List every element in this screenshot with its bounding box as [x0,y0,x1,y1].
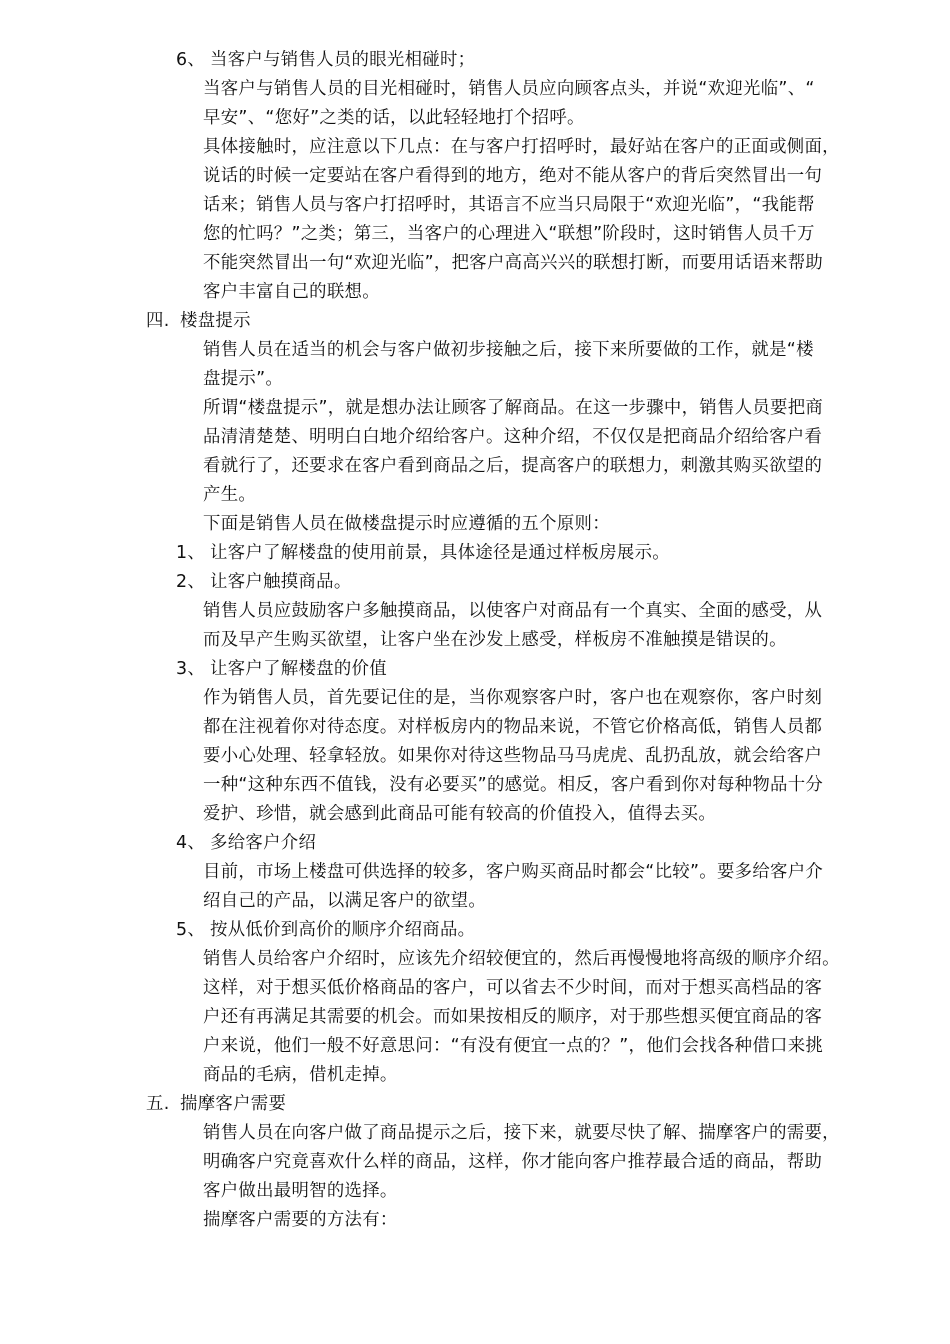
section-number: 五. [146,1094,170,1114]
list-number: 5、 [176,920,206,940]
paragraph-line: 要小心处理、轻拿轻放。如果你对待这些物品马马虎虎、乱扔乱放，就会给客户 [203,746,823,766]
paragraph-line: 看就行了，还要求在客户看到商品之后，提高客户的联想力，刺激其购买欲望的 [203,456,823,476]
section-title: 揣摩客户需要 [180,1094,287,1114]
list-number: 2、 [176,572,206,592]
paragraph-line: 早安”、“您好”之类的话，以此轻轻地打个招呼。 [203,108,585,128]
list-title: 当客户与销售人员的眼光相碰时； [210,50,476,70]
list-item-6-heading [176,46,475,75]
paragraph-line: 揣摩客户需要的方法有： [203,1210,398,1230]
paragraph-line: 爱护、珍惜，就会感到此商品可能有较高的价值投入，值得去买。 [203,804,717,824]
paragraph-line: 都在注视着你对待态度。对样板房内的物品来说，不管它价格高低，销售人员都 [203,717,823,737]
paragraph-line: 作为销售人员，首先要记住的是，当你观察客户时，客户也在观察你，客户时刻 [203,688,823,708]
list-item-3-heading [176,655,387,684]
paragraph-line: 而及早产生购买欲望，让客户坐在沙发上感受，样板房不准触摸是错误的。 [203,630,787,650]
paragraph-line: 客户丰富自己的联想。 [203,282,380,302]
paragraph-line: 不能突然冒出一句“欢迎光临”，把客户高高兴兴的联想打断，而要用话语来帮助 [203,253,824,273]
paragraph-line: 产生。 [203,485,257,505]
list-item-1-heading [176,539,670,568]
paragraph-line: 当客户与销售人员的目光相碰时，销售人员应向顾客点头，并说“欢迎光临”、“ [203,79,815,99]
paragraph-line: 绍自己的产品，以满足客户的欲望。 [203,891,487,911]
paragraph-line: 客户做出最明智的选择。 [203,1181,398,1201]
list-number: 1、 [176,543,206,563]
paragraph-line: 这样，对于想买低价格商品的客户，可以省去不少时间，而对于想买高档品的客 [203,978,823,998]
paragraph-line: 品清清楚楚、明明白白地介绍给客户。这种介绍，不仅仅是把商品介绍给客户看 [203,427,823,447]
list-title: 多给客户介绍 [210,833,317,853]
section-title: 楼盘提示 [180,311,251,331]
paragraph-line: 商品的毛病，借机走掉。 [203,1065,398,1085]
paragraph-line: 话来；销售人员与客户打招呼时，其语言不应当只局限于“欢迎光临”，“我能帮 [203,195,815,215]
paragraph-line: 盘提示”。 [203,369,284,389]
paragraph-line: 明确客户究竟喜欢什么样的商品，这样，你才能向客户推荐最合适的商品，帮助 [203,1152,823,1172]
section-heading-4 [146,307,251,336]
list-number: 3、 [176,659,206,679]
list-title: 按从低价到高价的顺序介绍商品。 [210,920,476,940]
list-title: 让客户了解楼盘的价值 [210,659,387,679]
list-number: 6、 [176,50,206,70]
list-item-4-heading [176,829,316,858]
list-title: 让客户触摸商品。 [210,572,352,592]
paragraph-line: 具体接触时，应注意以下几点：在与客户打招呼时，最好站在客户的正面或侧面， [203,137,840,157]
section-number: 四. [146,311,170,331]
paragraph-line: 目前，市场上楼盘可供选择的较多，客户购买商品时都会“比较”。要多给客户介 [203,862,824,882]
paragraph-line: 说话的时候一定要站在客户看得到的地方，绝对不能从客户的背后突然冒出一句 [203,166,823,186]
paragraph-line: 销售人员应鼓励客户多触摸商品，以使客户对商品有一个真实、全面的感受，从 [203,601,823,621]
paragraph-line: 所谓“楼盘提示”，就是想办法让顾客了解商品。在这一步骤中，销售人员要把商 [203,398,824,418]
paragraph-line: 销售人员在适当的机会与客户做初步接触之后，接下来所要做的工作，就是“楼 [203,340,814,360]
paragraph-line: 下面是销售人员在做楼盘提示时应遵循的五个原则： [203,514,610,534]
paragraph-line: 户来说，他们一般不好意思问：“有没有便宜一点的？”，他们会找各种借口来挑 [203,1036,824,1056]
paragraph-line: 您的忙吗？”之类；第三，当客户的心理进入“联想”阶段时，这时销售人员千万 [203,224,815,244]
list-item-2-heading [176,568,352,597]
list-number: 4、 [176,833,206,853]
paragraph-line: 销售人员给客户介绍时，应该先介绍较便宜的，然后再慢慢地将高级的顺序介绍。 [203,949,840,969]
paragraph-line: 一种“这种东西不值钱，没有必要买”的感觉。相反，客户看到你对每种物品十分 [203,775,824,795]
list-title: 让客户了解楼盘的使用前景，具体途径是通过样板房展示。 [210,543,670,563]
paragraph-line: 户还有再满足其需要的机会。而如果按相反的顺序，对于那些想买便宜商品的客 [203,1007,823,1027]
paragraph-line: 销售人员在向客户做了商品提示之后，接下来，就要尽快了解、揣摩客户的需要， [203,1123,840,1143]
list-item-5-heading [176,916,475,945]
section-heading-5 [146,1090,286,1119]
